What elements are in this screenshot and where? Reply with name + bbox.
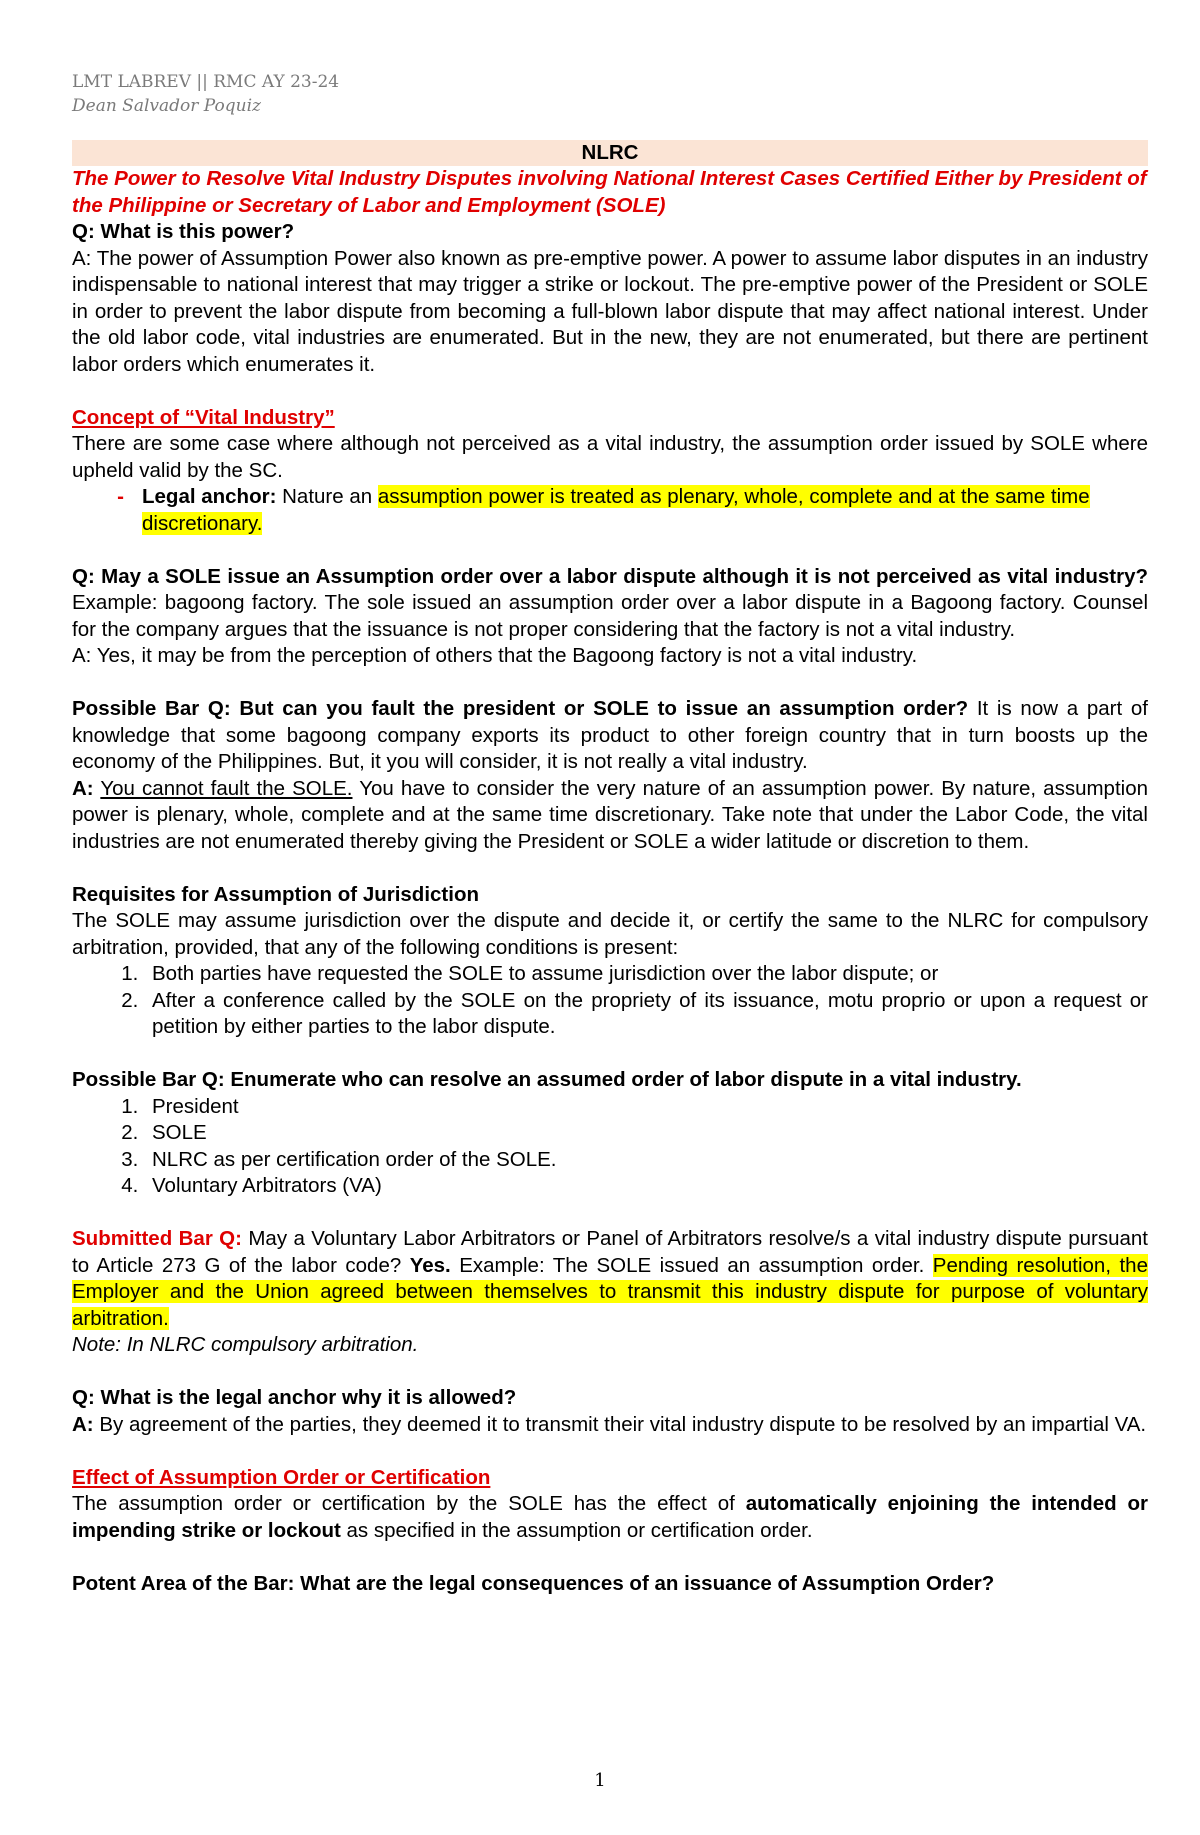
question-4: Possible Bar Q: Enumerate who can resolve an assumed order of labor dispute in a vital industry.: [72, 1068, 1022, 1091]
page-header: [72, 70, 1148, 118]
header-author: Dean Salvador Poquiz: [72, 96, 261, 116]
question-1: Q: What is this power?: [72, 220, 295, 243]
list-item: 2. After a conference called by the SOLE on the propriety of its issuance, motu proprio or upon a request or petition by either parties to the labor dispute.: [144, 988, 1148, 1041]
question-6: Q: What is the legal anchor why it is allowed?: [72, 1386, 517, 1409]
answer-1: A: The power of Assumption Power also known as pre-emptive power. A power to assume labor disputes in an industry indispensable to national interest that may trigger a strike or lockout. The pre-emptive power of the President or SOLE in order to prevent the labor dispute from becoming a full-blown labor dispute that may affect national interest. Under the old labor code, vital industries are enumerated. But in the new, they are not enumerated, but there are pertinent labor orders which enumerates it.: [72, 246, 1148, 376]
requisites-text: The SOLE may assume jurisdiction over the dispute and decide it, or certify the same to the NLRC for compulsory arbitration, provided, that any of the following conditions is present:: [72, 909, 1148, 959]
list-item: 3. NLRC as per certification order of the SOLE.: [144, 1147, 1148, 1174]
list-item: 1. President: [144, 1094, 1148, 1121]
resolver-list: [72, 1094, 1148, 1200]
question-2: Q: May a SOLE issue an Assumption order over a labor dispute although it is not perceived as vital industry? Example: bagoong factory. The sole issued an assumption order over a labor dispute in a Bagoong factory. Counsel for the company argues that the issuance is not proper considering that the factory is not a vital industry.: [72, 564, 1148, 641]
header-course: LMT LABREV || RMC AY 23-24: [72, 72, 340, 92]
answer-6: A: By agreement of the parties, they deemed it to transmit their vital industry dispute to be resolved by an impartial VA.: [72, 1412, 1147, 1436]
legal-anchor-bullet: - Legal anchor: Nature an assumption power is treated as plenary, whole, complete and at the same time discretionary.: [72, 484, 1148, 537]
highlighted-text: Pending resolution, the Employer and the Union agreed between themselves to transmit this industry dispute for purpose of voluntary arbitration.: [72, 1253, 1148, 1330]
requisites-heading: Requisites for Assumption of Jurisdiction: [72, 882, 479, 906]
concept-text: There are some case where although not perceived as a vital industry, the assumption order issued by SOLE where upheld valid by the SC.: [72, 432, 1148, 482]
highlighted-text: assumption power is treated as plenary, whole, complete and at the same time discretionary.: [142, 485, 1090, 535]
dash-marker: -: [117, 485, 124, 508]
effect-heading: Effect of Assumption Order or Certification: [72, 1465, 491, 1489]
list-item: 4. Voluntary Arbitrators (VA): [144, 1173, 1148, 1200]
concept-heading: Concept of “Vital Industry”: [72, 405, 335, 429]
requisites-list: [72, 961, 1148, 1041]
page-number: 1: [594, 1770, 606, 1791]
question-7: Potent Area of the Bar: What are the legal consequences of an issuance of Assumption Order?: [72, 1571, 995, 1595]
section-title: NLRC: [72, 140, 1148, 166]
answer-3: A: You cannot fault the SOLE. You have to consider the very nature of an assumption power. By nature, assumption power is plenary, whole, complete and at the same time discretionary. Take note that under the Labor Code, the vital industries are not enumerated thereby giving the President or SOLE a wider latitude or discretion to them.: [72, 776, 1148, 853]
effect-text: The assumption order or certification by the SOLE has the effect of automatically enjoining the intended or impending strike or lockout as specified in the assumption or certification order.: [72, 1492, 1149, 1542]
note: Note: In NLRC compulsory arbitration.: [72, 1333, 419, 1356]
legal-anchor-label: Legal anchor:: [142, 485, 277, 508]
question-5: Submitted Bar Q: May a Voluntary Labor Arbitrators or Panel of Arbitrators resolve/s a vital industry dispute pursuant to Article 273 G of the labor code? Yes. Example: The SOLE issued an assumption order. Pending resolution, the Employer and the Union agreed between themselves to transmit this industry dispute for purpose of voluntary arbitration.: [72, 1227, 1148, 1330]
question-3: Possible Bar Q: But can you fault the president or SOLE to issue an assumption order? It is now a part of knowledge that some bagoong company exports its product to other foreign country that in turn boosts up the economy of the Philippines. But, it you will consider, it is not really a vital industry.: [72, 697, 1148, 773]
list-item: 1. Both parties have requested the SOLE to assume jurisdiction over the labor dispute; or: [144, 961, 1148, 988]
answer-2: A: Yes, it may be from the perception of others that the Bagoong factory is not a vital industry.: [72, 644, 918, 667]
section-subtitle: The Power to Resolve Vital Industry Disputes involving National Interest Cases Certified Either by President of the Philippine or Secretary of Labor and Employment (SOLE): [72, 167, 1147, 217]
document-body: [72, 140, 1148, 1597]
list-item: 2. SOLE: [144, 1120, 1148, 1147]
